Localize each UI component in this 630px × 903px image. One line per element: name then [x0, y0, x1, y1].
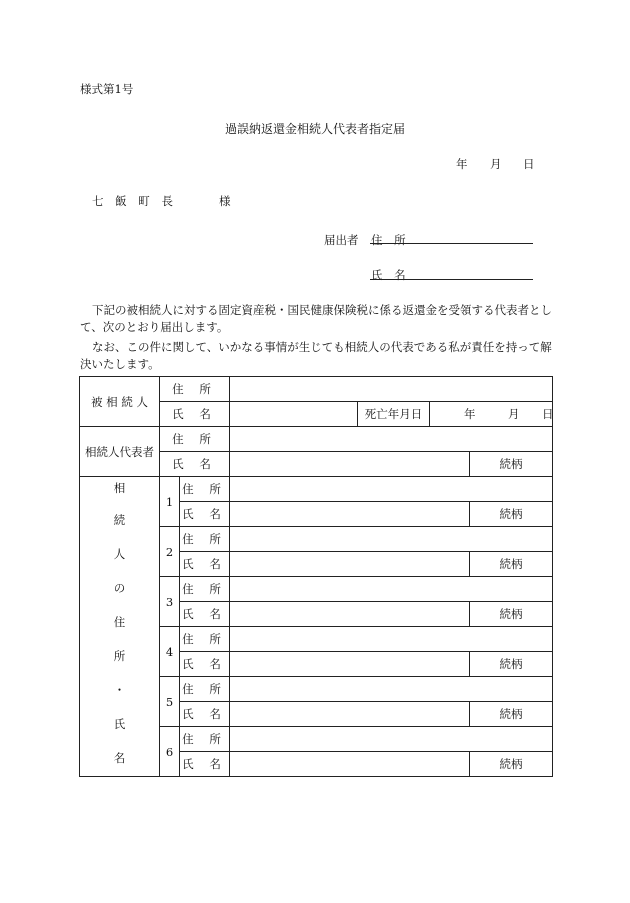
- address-label: 住 所: [180, 727, 230, 752]
- relationship-label: 続柄: [470, 552, 553, 577]
- name-label: 氏 名: [180, 602, 230, 627]
- designation-table: [79, 376, 553, 777]
- address-label: 住 所: [180, 477, 230, 502]
- heirs-label-char: ・: [113, 683, 126, 697]
- heir-number: 6: [160, 727, 180, 777]
- relationship-label: 続柄: [470, 702, 553, 727]
- heir-6-address-field[interactable]: [230, 727, 553, 752]
- applicant-address-label: 住 所: [371, 233, 410, 247]
- representative-address-field[interactable]: [230, 427, 553, 452]
- applicant-label: 届出者: [324, 233, 359, 247]
- heir-number: 5: [160, 677, 180, 727]
- heir-number: 2: [160, 527, 180, 577]
- decedent-label: 被 相 続 人: [80, 377, 160, 427]
- death-date-year: 年: [464, 406, 476, 421]
- heir-3-address-field[interactable]: [230, 577, 553, 602]
- body-paragraph-1: 下記の被相続人に対する固定資産税・国民健康保険税に係る返還金を受領する代表者として、次のとおり届出します。: [80, 303, 552, 334]
- applicant-name-line[interactable]: [370, 265, 533, 280]
- heir-number: 3: [160, 577, 180, 627]
- applicant-address-line[interactable]: [370, 229, 533, 244]
- heirs-label-char: 人: [113, 547, 126, 561]
- address-label: 住 所: [180, 577, 230, 602]
- heir-number: 1: [160, 477, 180, 527]
- heir-2-name-field[interactable]: [230, 552, 470, 577]
- heirs-label-char: 続: [113, 513, 126, 527]
- address-label: 住 所: [160, 377, 230, 402]
- death-date-label: 死亡年月日: [358, 402, 430, 427]
- form-number: 様式第1号: [80, 82, 134, 96]
- heirs-label-char: 相: [113, 481, 126, 495]
- relationship-label: 続柄: [470, 452, 553, 477]
- addressee-honorific: 様: [219, 194, 231, 208]
- name-label: 氏 名: [180, 752, 230, 777]
- relationship-label: 続柄: [470, 602, 553, 627]
- applicant-name-label: 氏 名: [371, 268, 410, 282]
- representative-name-field[interactable]: [230, 452, 470, 477]
- name-label: 氏 名: [180, 652, 230, 677]
- heir-3-name-field[interactable]: [230, 602, 470, 627]
- heirs-label-char: 所: [113, 649, 126, 663]
- representative-address-row: [80, 427, 553, 452]
- death-date-day: 日: [542, 406, 554, 421]
- date-day-label: 日: [523, 157, 535, 171]
- heir-number: 4: [160, 627, 180, 677]
- heir-4-address-field[interactable]: [230, 627, 553, 652]
- address-label: 住 所: [160, 427, 230, 452]
- name-label: 氏 名: [160, 452, 230, 477]
- death-date-field[interactable]: [430, 402, 553, 427]
- heir-5-name-field[interactable]: [230, 702, 470, 727]
- death-date-month: 月: [508, 406, 520, 421]
- relationship-label: 続柄: [470, 502, 553, 527]
- relationship-label: 続柄: [470, 652, 553, 677]
- address-label: 住 所: [180, 527, 230, 552]
- name-label: 氏 名: [180, 552, 230, 577]
- heir-1-address-field[interactable]: [230, 477, 553, 502]
- form-title: 過誤納返還金相続人代表者指定届: [224, 122, 405, 136]
- heir-1-name-field[interactable]: [230, 502, 470, 527]
- addressee-name: 七 飯 町 長: [92, 194, 177, 208]
- heir-2-address-field[interactable]: [230, 527, 553, 552]
- heir-6-name-field[interactable]: [230, 752, 470, 777]
- decedent-address-row: [80, 377, 553, 402]
- representative-label: 相続人代表者: [80, 427, 160, 477]
- name-label: 氏 名: [180, 502, 230, 527]
- heirs-label: [80, 477, 160, 777]
- heirs-label-char: 住: [113, 615, 126, 629]
- address-label: 住 所: [180, 627, 230, 652]
- date-year-label: 年: [456, 157, 468, 171]
- heirs-label-char: 氏: [113, 717, 126, 731]
- name-label: 氏 名: [160, 402, 230, 427]
- address-label: 住 所: [180, 677, 230, 702]
- relationship-label: 続柄: [470, 752, 553, 777]
- decedent-address-field[interactable]: [230, 377, 553, 402]
- heir-address-row: [80, 477, 553, 502]
- date-month-label: 月: [490, 157, 502, 171]
- heir-4-name-field[interactable]: [230, 652, 470, 677]
- body-paragraph-2: なお、この件に関して、いかなる事情が生じても相続人の代表である私が責任を持って解決いたします。: [80, 340, 552, 371]
- name-label: 氏 名: [180, 702, 230, 727]
- decedent-name-field[interactable]: [230, 402, 358, 427]
- heirs-label-char: の: [113, 581, 126, 595]
- heirs-label-char: 名: [113, 751, 126, 765]
- heir-5-address-field[interactable]: [230, 677, 553, 702]
